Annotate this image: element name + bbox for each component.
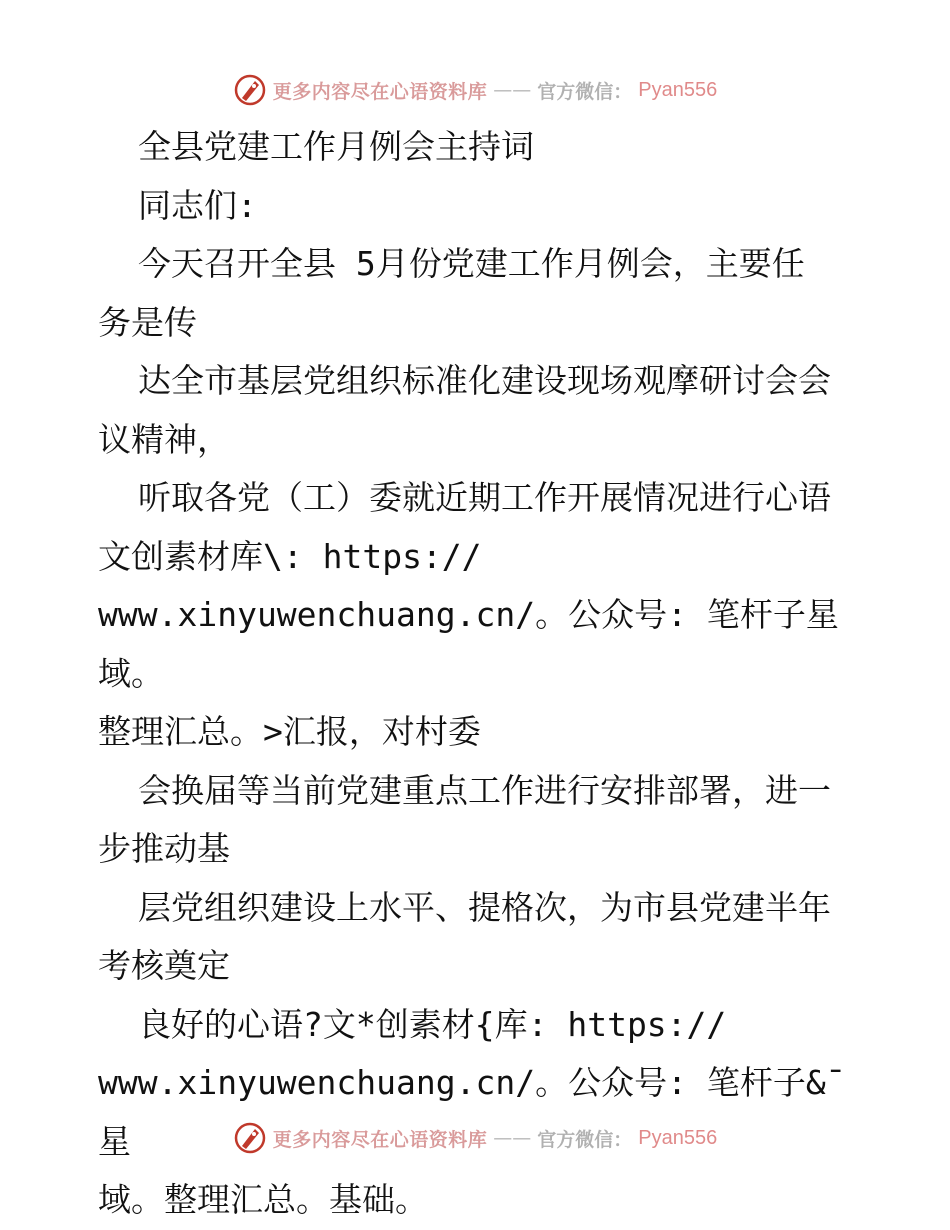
body-line: www.xinyuwenchuang.cn/。公众号: 笔杆子星域。 bbox=[98, 595, 839, 693]
banner-wechat-id: Pyan556 bbox=[638, 78, 718, 101]
pen-nib-logo-icon bbox=[233, 73, 267, 107]
banner-dash: —— bbox=[493, 79, 532, 101]
body-line: 域。整理汇总。基础。 bbox=[98, 1180, 428, 1219]
banner-wechat-id: Pyan556 bbox=[638, 1126, 718, 1149]
body-line: 今天召开全县 5月份党建工作月例会，主要任 bbox=[138, 244, 805, 283]
pen-nib-logo-icon bbox=[233, 1121, 267, 1155]
body-line: 整理汇总。>汇报，对村委 bbox=[98, 712, 481, 751]
body-line: 考核奠定 bbox=[98, 946, 230, 985]
header-banner bbox=[0, 70, 950, 110]
banner-slogan: 更多内容尽在心语资料库 bbox=[272, 1128, 488, 1151]
banner-wechat-label: 官方微信： bbox=[537, 1128, 633, 1151]
body-line: www.xinyuwenchuang.cn/。公众号: 笔杆子&¯星 bbox=[98, 1063, 846, 1161]
document-body bbox=[98, 118, 858, 1230]
body-line: 良好的心语?文*创素材{库: https:// bbox=[138, 1004, 727, 1044]
document-title: 全县党建工作月例会主持词 bbox=[138, 127, 534, 166]
banner-dash: —— bbox=[493, 1127, 532, 1149]
body-line: 文创素材库\: https:// bbox=[98, 536, 482, 576]
body-line: 层党组织建设上水平、提格次，为市县党建半年 bbox=[138, 887, 831, 927]
body-line: 听取各党（工）委就近期工作开展情况进行心语 bbox=[138, 478, 831, 517]
salutation: 同志们: bbox=[138, 185, 257, 225]
body-line: 步推动基 bbox=[98, 829, 230, 868]
banner-slogan: 更多内容尽在心语资料库 bbox=[272, 80, 488, 103]
body-line: 务是传 bbox=[98, 302, 197, 342]
footer-banner bbox=[0, 1118, 950, 1158]
banner-wechat-label: 官方微信： bbox=[537, 80, 633, 103]
body-line: 会换届等当前党建重点工作进行安排部署，进一 bbox=[138, 770, 831, 810]
body-line: 议精神， bbox=[98, 419, 230, 459]
body-line: 达全市基层党组织标准化建设现场观摩研讨会会 bbox=[138, 361, 831, 400]
